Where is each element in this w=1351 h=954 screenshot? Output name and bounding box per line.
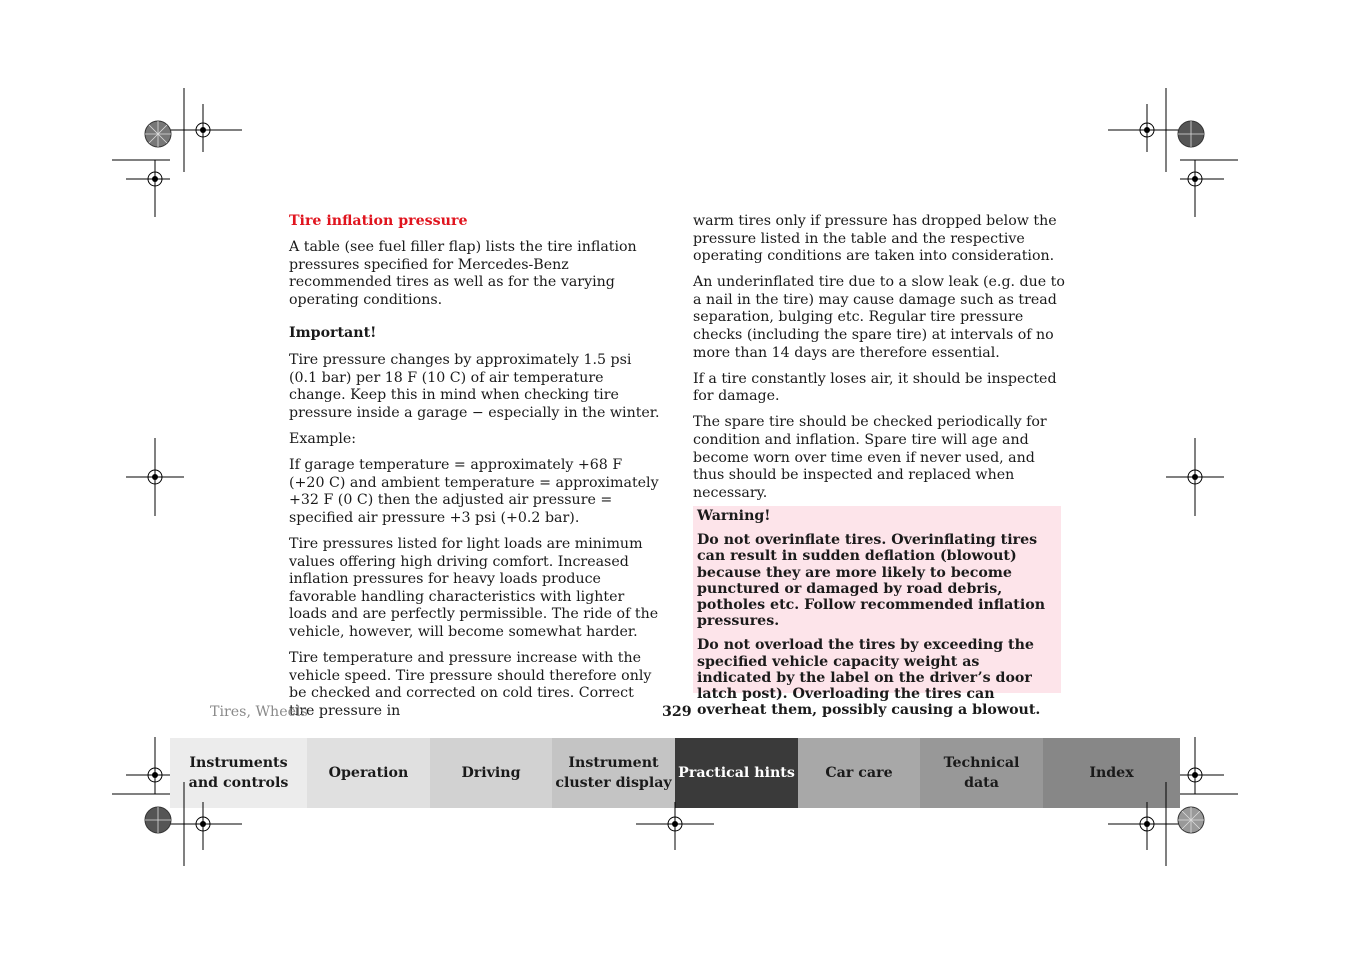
paragraph: If garage temperature = approximately +68 F (+20 C) and ambient temperature = approximately +32 F (0 C) then the adjusted air pressure = specified air pressure +3 psi (+0.2 bar). — [289, 457, 659, 526]
warning-text: Do not overload the tires by exceeding the specified vehicle capacity weight as indicated by the label on the driver’s door latch post). Overloading the tires can overheat them, possibly causing a blowout. — [697, 637, 1041, 719]
tab-operation[interactable]: Operation — [307, 738, 430, 808]
paragraph: warm tires only if pressure has dropped below the pressure listed in the table and the respective operating conditions are taken into consideration. — [693, 213, 1057, 265]
tab-technical-data[interactable]: Technical data — [920, 738, 1043, 808]
tab-index[interactable]: Index — [1043, 738, 1180, 808]
tab-car-care[interactable]: Car care — [798, 738, 920, 808]
important-heading: Important! — [289, 325, 377, 342]
warning-title: Warning! — [697, 508, 771, 524]
paragraph: Tire pressures listed for light loads are minimum values offering high driving comfort. Increased inflation pressures for heavy loads produce favorable handling characteristics with lighter loads and are perfectly permissible. The ride of the vehicle, however, will become somewhat harder. — [289, 535, 659, 640]
warning-text: Do not overinflate tires. Overinflating tires can result in sudden deflation (blowout) because they are more likely to become punctured or damaged by road debris, potholes etc. Follow recommended inflation pressures. — [697, 532, 1046, 630]
paragraph: The spare tire should be checked periodically for condition and inflation. Spare tire will age and become worn over time even if never used, and thus should be inspected and replaced when necessary. — [693, 414, 1047, 501]
paragraph: Example: — [289, 430, 357, 447]
tab-driving[interactable]: Driving — [430, 738, 552, 808]
tab-instrument-cluster-display[interactable]: Instrument cluster display — [552, 738, 675, 808]
tab-instruments-and-controls[interactable]: Instruments and controls — [170, 738, 307, 808]
paragraph: An underinflated tire due to a slow leak (e.g. due to a nail in the tire) may cause damage such as tread separation, bulging etc. Regular tire pressure checks (including the spare tire) at intervals of no more than 14 days are therefore essential. — [693, 274, 1065, 361]
page-number: 329 — [662, 704, 692, 720]
paragraph: If a tire constantly loses air, it should be inspected for damage. — [693, 370, 1057, 405]
paragraph: Tire temperature and pressure increase with the vehicle speed. Tire pressure should therefore only be checked and corrected on cold tires. Correct tire pressure in — [289, 649, 652, 719]
tab-practical-hints[interactable]: Practical hints — [675, 738, 798, 808]
paragraph: Tire pressure changes by approximately 1.5 psi (0.1 bar) per 18 F (10 C) of air temperature change. Keep this in mind when checking tire pressure inside a garage − especially in the winter. — [289, 352, 660, 421]
paragraph: A table (see fuel filler flap) lists the tire inflation pressures specified for Mercedes-Benz recommended tires as well as for the varying operating conditions. — [289, 239, 637, 308]
section-heading: Tire inflation pressure — [289, 213, 468, 229]
footer-section-label: Tires, Wheels — [210, 704, 308, 720]
